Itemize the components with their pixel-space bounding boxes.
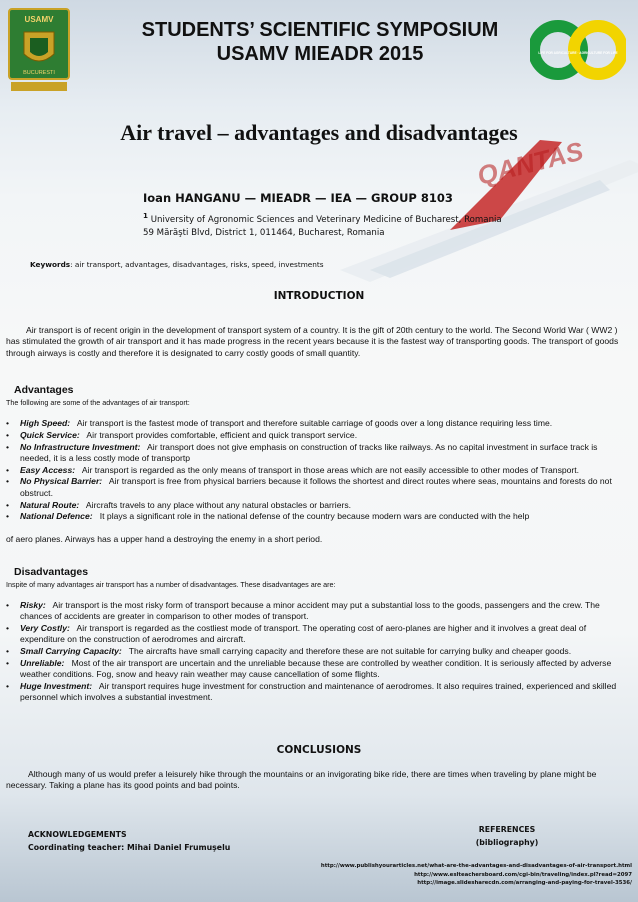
list-item	[6, 476, 630, 499]
disadvantages-heading: Disadvantages	[14, 566, 89, 578]
list-item-term: Unreliable:	[20, 657, 65, 668]
list-item	[6, 681, 630, 704]
list-item	[6, 418, 630, 429]
list-item-term: No Physical Barrier:	[20, 476, 103, 487]
list-item	[6, 511, 630, 522]
list-item-term: Huge Investment:	[20, 681, 93, 692]
list-item-text: Air transport provides comfortable, efficient and quick transport service.	[86, 429, 358, 440]
list-item	[6, 646, 630, 657]
keywords-text: : air transport, advantages, disadvantages, risks, speed, investments	[70, 260, 324, 269]
list-item-text: Air transport is the most risky form of transport because a minor accident may put a substantial loss to the goods, passengers and the crew. The chances of accidents are greater in comparison to other modes of transport.	[20, 600, 600, 622]
list-item-term: Natural Route:	[20, 499, 80, 510]
life-for-agriculture-text: LIFE FOR AGRICULTURE · AGRICULTURE FOR LIFE	[538, 51, 618, 55]
reference-link[interactable]: http://image.slidesharecdn.com/arranging-and-paying-for-travel-3536/	[417, 880, 632, 886]
keywords	[30, 260, 324, 269]
usamv-logo-bottom: BUCURESTI	[23, 70, 55, 76]
list-item-text: Air transport is the fastest mode of transport and therefore suitable carriage of goods over a long distance requiring less time.	[76, 418, 553, 428]
acknowledgements-heading: ACKNOWLEDGEMENTS	[28, 830, 127, 839]
introduction-text: Air transport is of recent origin in the development of transport system of a country. It is the gift of 20th century to the world. The Second World War ( WW2 ) has stimulated the growth of air transport and it has made progress in the recent years because it is the fastest way of transporting goods. The transport of goods through airways is costly and therefore it is designated to carry costly goods of small quantity.	[6, 325, 619, 358]
introduction-heading: INTRODUCTION	[273, 290, 365, 302]
list-item-term: Quick Service:	[20, 429, 80, 440]
address: 59 Mărăşti Blvd, District 1, 011464, Bucharest, Romania	[143, 228, 385, 238]
list-item-text: Aircrafts travels to any place without any natural obstacles or barriers.	[85, 499, 352, 510]
author-line: Ioan HANGANU — MIEADR — IEA — GROUP 8103	[143, 191, 453, 205]
usamv-logo	[8, 8, 70, 92]
acknowledgements	[28, 829, 230, 854]
list-item-text: Air transport is free from physical barriers because it follows the shortest and direct routes where seas, mountains and forests do not obstruct.	[20, 476, 612, 498]
advantages-tail: of aero planes. Airways has a upper hand a destroying the enemy in a short period.	[6, 534, 323, 544]
list-item-term: Risky:	[20, 600, 46, 610]
symposium-title-line2: USAMV MIEADR 2015	[216, 43, 424, 65]
references-subtitle: (bibliography)	[475, 837, 539, 847]
reference-link[interactable]: http://www.publishyourarticles.net/what-are-the-advantages-and-disadvantages-of-air-transport.html	[320, 863, 632, 869]
affiliation-superscript: 1	[143, 211, 148, 220]
list-item-term: Small Carrying Capacity:	[20, 646, 122, 657]
list-item-text: It plays a significant role in the national defense of the country because modern wars are conducted with the help	[99, 511, 530, 522]
list-item	[6, 600, 630, 623]
list-item-text: Air transport does not give emphasis on construction of tracks like railways. As no capital investment in surface track is needed, it is a less costly mode of transportp	[20, 441, 598, 463]
disadvantages-lead: Inspite of many advantages air transport has a number of disadvantages. These disadvantages are are:	[6, 580, 336, 589]
list-item-term: High Speed:	[20, 418, 71, 428]
references-heading	[462, 824, 552, 849]
advantages-heading: Advantages	[14, 384, 74, 396]
list-item	[6, 465, 630, 476]
conclusions-heading: CONCLUSIONS	[276, 744, 362, 756]
acknowledgements-text: Coordinating teacher: Mihai Daniel Frumuşelu	[28, 842, 231, 852]
symposium-title-line1: STUDENTS’ SCIENTIFIC SYMPOSIUM	[141, 19, 499, 41]
list-item-term: Easy Access:	[20, 464, 76, 475]
keywords-label: Keywords	[30, 260, 71, 269]
paper-title: Air travel – advantages and disadvantages	[120, 120, 518, 145]
list-item-term: No Infrastructure Investment:	[20, 441, 141, 452]
list-item-term: Very Costly:	[20, 623, 70, 634]
list-item	[6, 500, 630, 511]
affiliation	[143, 211, 502, 225]
list-item	[6, 623, 630, 646]
disadvantages-list	[6, 600, 630, 704]
list-item-text: Air transport is regarded as the only means of transport in those areas which are not easily accessible to other modes of Transport.	[81, 464, 580, 475]
advantages-list	[6, 418, 630, 523]
usamv-logo-top: USAMV	[24, 15, 54, 24]
conclusions-text: Although many of us would prefer a leisurely hike through the mountains or an invigorating bike ride, there are times when traveling by plane might be necessary. Taking a plane has its good points and bad points.	[6, 769, 597, 791]
advantages-lead: The following are some of the advantages of air transport:	[6, 398, 190, 407]
references-list	[300, 862, 632, 888]
list-item-text: The aircrafts have small carrying capacity and therefore these are not suitable for carrying bulky and cheaper goods.	[128, 646, 572, 657]
list-item-term: National Defence:	[20, 511, 93, 522]
list-item-text: Air transport is regarded as the costliest mode of transport. The operating cost of aero-planes are higher and it involves a great deal of expenditure on the construction of aerodromes and aircraft.	[20, 623, 587, 645]
list-item-text: Most of the air transport are uncertain and the unreliable because these are controlled by weather condition. It is seriously affected by adverse weather conditions. Fog, snow and heavy rain weather may cause cancellation of some flights.	[20, 657, 612, 680]
reference-link[interactable]: http://www.eslteachersboard.com/cgi-bin/traveling/index.pl?read=2097	[414, 871, 632, 878]
list-item	[6, 442, 630, 465]
references-title: REFERENCES	[478, 825, 536, 834]
life-for-agriculture-logo	[530, 14, 626, 86]
list-item	[6, 430, 630, 441]
affiliation-text: University of Agronomic Sciences and Veterinary Medicine of Bucharest, Romania	[150, 214, 502, 225]
symposium-title	[90, 18, 550, 66]
list-item	[6, 658, 630, 681]
plane-brand-label: QANTAS	[474, 135, 587, 191]
list-item-text: Air transport requires huge investment for construction and maintenance of aerodromes. It also requires trained, experienced and skilled personnel which involves a substantial investment.	[20, 681, 617, 703]
